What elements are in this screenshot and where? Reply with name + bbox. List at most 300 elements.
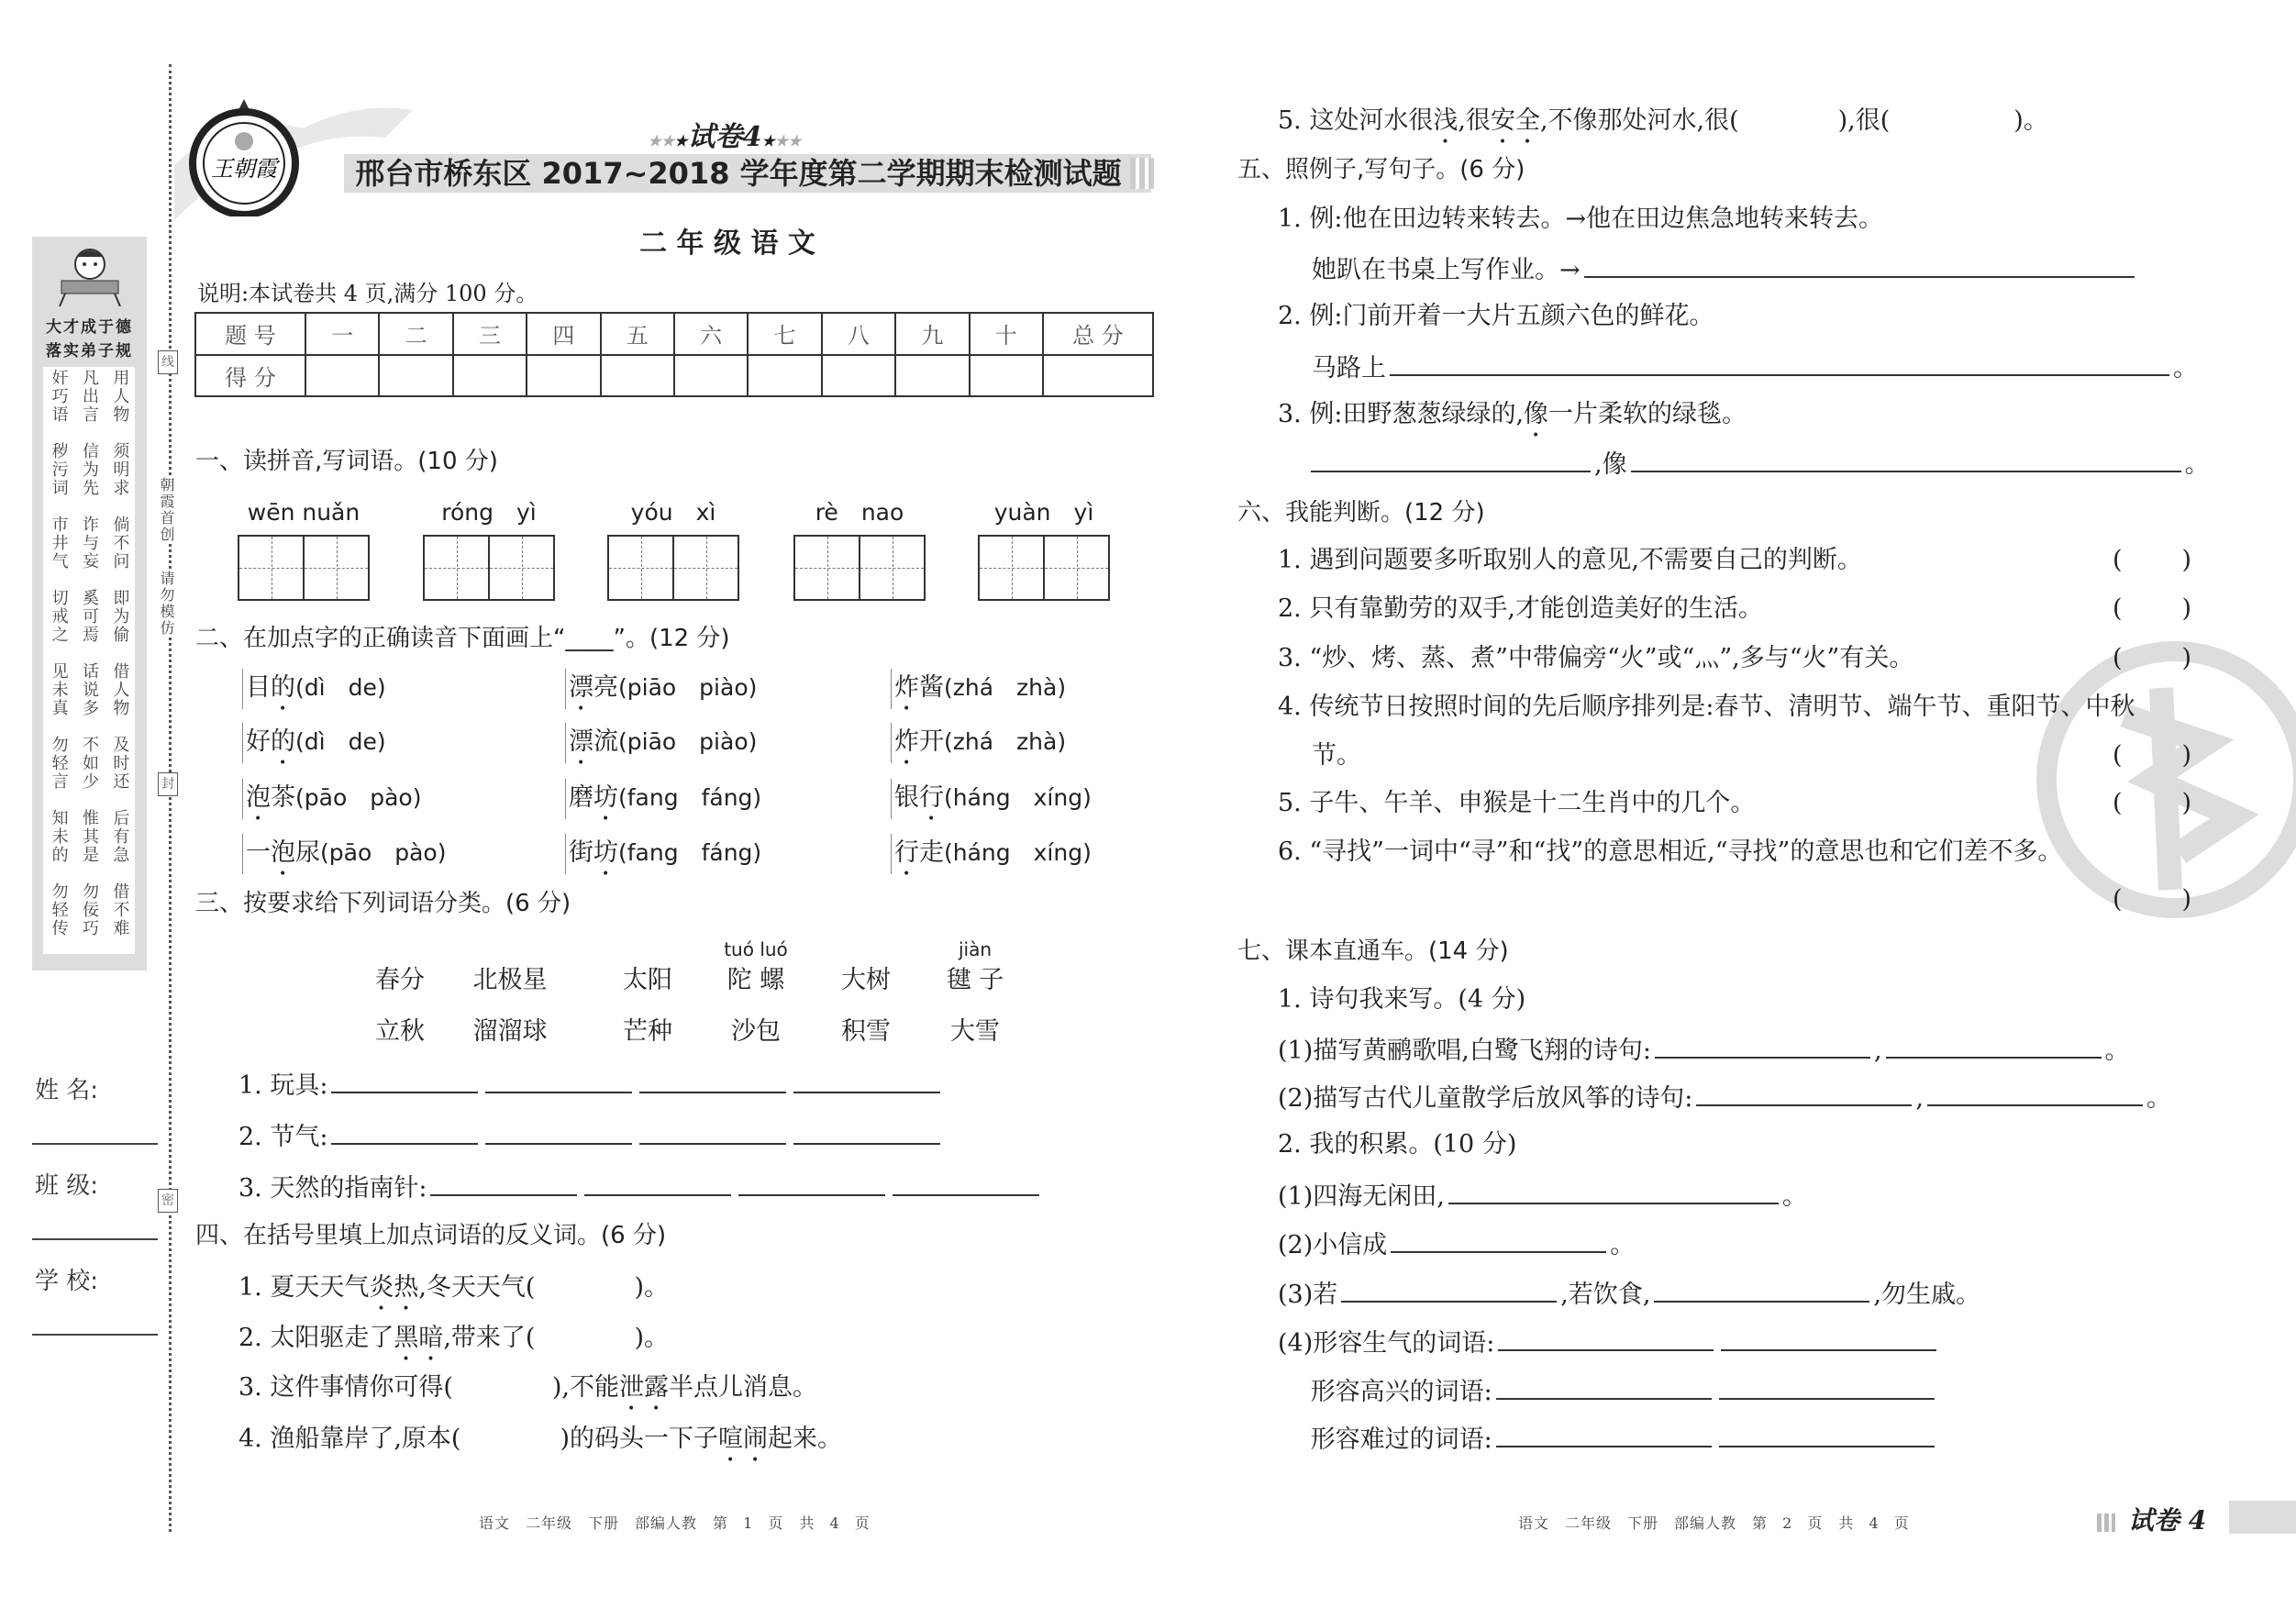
score-header-cell: 题 号 bbox=[195, 313, 305, 355]
text: 3. 这件事情你可得( ),不能 bbox=[238, 1373, 619, 1402]
verse-column: 借人物 bbox=[110, 662, 130, 717]
text: 。 bbox=[1781, 1182, 1807, 1211]
paren-close: ) bbox=[2181, 789, 2191, 817]
school-field[interactable] bbox=[32, 1334, 158, 1336]
score-table bbox=[194, 312, 1154, 397]
text: 2. 例:门前开着一大片五颜六色的鲜花。 bbox=[1278, 302, 1714, 330]
paren-close: ) bbox=[2181, 594, 2191, 623]
score-header-cell: 六 bbox=[674, 313, 748, 355]
textbook-item bbox=[1278, 1277, 1980, 1308]
word-option: 芒种 bbox=[623, 1017, 672, 1046]
pronunciation-item[interactable] bbox=[246, 726, 386, 758]
dotted-char: 漂 bbox=[569, 673, 593, 702]
answer-blank[interactable] bbox=[1655, 1033, 1870, 1059]
classify-item bbox=[238, 1170, 1043, 1202]
word-option: 陀 螺 bbox=[727, 966, 785, 994]
pinyin-options[interactable]: (háng xíng) bbox=[944, 839, 1092, 866]
text: (2)小信成 bbox=[1278, 1231, 1388, 1259]
word-option: 北极星 bbox=[472, 966, 548, 994]
verse-column: 市井气 bbox=[49, 516, 69, 571]
score-row bbox=[195, 355, 1153, 397]
dotted-char: 泡 bbox=[246, 783, 271, 812]
binding-label-secret: 密 bbox=[158, 1189, 178, 1213]
star-icon: ★ bbox=[674, 132, 688, 150]
text: 马路上 bbox=[1312, 354, 1386, 383]
judgement-item: 4. 传统节日按照时间的先后顺序排列是:春节、清明节、端午节、重阳节、中秋 bbox=[1278, 693, 2135, 721]
text: 起来。 bbox=[768, 1425, 842, 1453]
pronunciation-item[interactable] bbox=[246, 782, 421, 814]
text: 1. 玩具: bbox=[238, 1071, 328, 1100]
score-header-cell: 九 bbox=[895, 313, 969, 355]
word-pinyin: jiàn bbox=[958, 938, 993, 960]
paper-number: 4 bbox=[742, 121, 762, 153]
score-header-cell: 七 bbox=[748, 313, 821, 355]
sentence-item bbox=[1278, 301, 1714, 332]
answer-blank[interactable] bbox=[1719, 1374, 1935, 1400]
answer-blank[interactable] bbox=[1496, 1422, 1712, 1447]
score-input-cell[interactable] bbox=[674, 355, 748, 397]
binding-label-seal: 封 bbox=[158, 772, 178, 796]
text: 一片柔软的绿毯。 bbox=[1548, 400, 1747, 428]
answer-blank[interactable] bbox=[639, 1119, 786, 1145]
subject-title: 二 年 级 语 文 bbox=[639, 227, 815, 260]
answer-blank[interactable] bbox=[1584, 252, 2135, 278]
score-header-cell: 八 bbox=[822, 313, 895, 355]
answer-blank[interactable] bbox=[584, 1170, 731, 1196]
divider bbox=[242, 669, 243, 709]
pinyin-options[interactable]: (dì de) bbox=[295, 674, 386, 701]
section-1-title: 一、读拼音,写词语。(10 分) bbox=[195, 448, 498, 475]
divider bbox=[242, 723, 243, 763]
pronunciation-item[interactable] bbox=[894, 837, 1092, 869]
judgement-item: 5. 子牛、午羊、申猴是十二生肖中的几个。 bbox=[1278, 789, 1756, 817]
footer-page-1: 语文 二年级 下册 部编人教 第 1 页 共 4 页 bbox=[479, 1514, 871, 1532]
word-option: 春分 bbox=[375, 966, 425, 994]
section-5-title: 五、照例子,写句子。(6 分) bbox=[1237, 156, 1525, 183]
section-6-title: 六、我能判断。(12 分) bbox=[1237, 499, 1485, 527]
word-option: 毽 子 bbox=[946, 966, 1004, 994]
verse-column: 知未的 bbox=[49, 809, 69, 864]
grid-cell[interactable] bbox=[860, 537, 924, 599]
star-icon: ★★ bbox=[648, 132, 675, 150]
judgement-answer-box[interactable] bbox=[2113, 545, 2191, 576]
word-part: 银 bbox=[894, 783, 919, 812]
pinyin-options[interactable]: (pāo pào) bbox=[320, 839, 447, 866]
paren-close: ) bbox=[2181, 644, 2191, 672]
paper-label bbox=[624, 114, 826, 154]
verse-column: 诈与妄 bbox=[79, 516, 99, 571]
pinyin-prompt: rè nao bbox=[815, 499, 904, 526]
score-input-cell[interactable] bbox=[895, 355, 969, 397]
answer-blank[interactable] bbox=[1496, 1374, 1712, 1400]
section-7-title: 七、课本直通车。(14 分) bbox=[1237, 937, 1509, 965]
text: 形容高兴的词语: bbox=[1278, 1378, 1492, 1406]
word-part: 开 bbox=[919, 727, 944, 756]
sentence-item bbox=[1278, 204, 1883, 235]
word-part: 流 bbox=[593, 727, 618, 756]
pinyin-prompt: yuàn yì bbox=[993, 499, 1094, 526]
text: 。 bbox=[2184, 450, 2210, 479]
text: 2. 我的积累。(10 分) bbox=[1278, 1130, 1517, 1159]
score-input-cell[interactable] bbox=[822, 355, 895, 397]
pinyin-options[interactable]: (pāo pào) bbox=[295, 784, 422, 811]
pinyin-prompt: yóu xì bbox=[630, 499, 716, 526]
grid-cell[interactable] bbox=[674, 537, 738, 599]
score-header-cell: 五 bbox=[601, 313, 674, 355]
judgement-item: 2. 只有靠勤劳的双手,才能创造美好的生活。 bbox=[1278, 594, 1763, 623]
badge-pattern bbox=[2097, 1514, 2115, 1532]
judgement-item: 6. “寻找”一词中“寻”和“找”的意思相近,“寻找”的意思也和它们差不多。 bbox=[1278, 837, 2063, 866]
answer-blank[interactable] bbox=[793, 1068, 940, 1093]
grid-cell[interactable] bbox=[425, 537, 490, 599]
score-input-cell[interactable] bbox=[748, 355, 821, 397]
verse-column: 秽污词 bbox=[49, 442, 69, 497]
score-header-cell: 四 bbox=[527, 313, 600, 355]
divider bbox=[565, 834, 566, 874]
divider bbox=[242, 834, 243, 874]
pinyin-options[interactable]: (piāo piào) bbox=[618, 728, 758, 755]
answer-blank[interactable] bbox=[1654, 1277, 1869, 1303]
svg-text:王朝霞: 王朝霞 bbox=[211, 156, 277, 182]
section-4-title: 四、在括号里填上加点词语的反义词。(6 分) bbox=[195, 1222, 667, 1249]
answer-blank[interactable] bbox=[1390, 350, 2169, 376]
judgement-answer-box[interactable] bbox=[2113, 740, 2191, 771]
classify-item bbox=[238, 1068, 944, 1099]
answer-blank[interactable] bbox=[1927, 1081, 2143, 1106]
character-grid-box[interactable] bbox=[978, 535, 1110, 601]
judgement-answer-box[interactable] bbox=[2113, 788, 2191, 819]
score-header-cell: 十 bbox=[970, 313, 1043, 355]
dotted-char: 泡 bbox=[271, 838, 295, 867]
answer-blank[interactable] bbox=[1721, 1325, 1936, 1351]
word-part: 亮 bbox=[593, 673, 618, 702]
pronunciation-item[interactable] bbox=[569, 837, 761, 869]
pronunciation-item[interactable] bbox=[894, 672, 1066, 704]
text: ,冬天天气( )。 bbox=[418, 1273, 669, 1302]
binding-label-line: 线 bbox=[158, 350, 178, 374]
title-bar-pattern bbox=[1130, 158, 1156, 189]
pinyin-options[interactable]: (fang fáng) bbox=[618, 784, 762, 811]
textbook-item bbox=[1278, 984, 1525, 1015]
pronunciation-item[interactable] bbox=[894, 782, 1092, 814]
word-option: 沙包 bbox=[731, 1017, 781, 1046]
text: 。 bbox=[2173, 354, 2198, 383]
verse-column: 后有急 bbox=[110, 809, 130, 864]
text: 形容难过的词语: bbox=[1278, 1425, 1492, 1454]
verse-group bbox=[43, 442, 135, 514]
word-option: 立秋 bbox=[375, 1017, 425, 1046]
word-part: 好 bbox=[246, 727, 271, 756]
dotted-text: 安全 bbox=[1490, 106, 1540, 135]
score-input-cell[interactable] bbox=[1043, 355, 1153, 397]
textbook-item bbox=[1278, 1325, 1940, 1357]
text: 3. 天然的指南针: bbox=[238, 1174, 427, 1203]
textbook-item bbox=[1278, 1081, 2171, 1112]
verse-column: 切戒之 bbox=[49, 589, 69, 644]
answer-blank[interactable] bbox=[893, 1170, 1039, 1196]
dotted-char: 的 bbox=[271, 727, 295, 756]
textbook-item bbox=[1278, 1179, 1807, 1210]
text: (2)描写古代儿童散学后放风筝的诗句: bbox=[1278, 1084, 1693, 1113]
answer-blank[interactable] bbox=[331, 1068, 478, 1093]
dotted-char: 漂 bbox=[569, 727, 593, 756]
verse-column: 即为偷 bbox=[110, 589, 130, 644]
word-option: 太阳 bbox=[623, 966, 672, 994]
pronunciation-item[interactable] bbox=[894, 726, 1066, 758]
grid-cell[interactable] bbox=[795, 537, 860, 599]
text: 。 bbox=[2146, 1084, 2171, 1113]
text: 2. 太阳驱走了 bbox=[238, 1324, 394, 1352]
pinyin-options[interactable]: (piāo piào) bbox=[618, 674, 758, 701]
dotted-text: 浅 bbox=[1433, 106, 1459, 135]
dotted-char: 坊 bbox=[593, 838, 618, 867]
sentence-item bbox=[1307, 447, 2210, 478]
score-header-cell: 总 分 bbox=[1043, 313, 1153, 355]
verse-group bbox=[43, 809, 135, 881]
textbook-item bbox=[1278, 1227, 1635, 1259]
binding-dotted-line bbox=[169, 64, 172, 1532]
motto-line: 大才成于德 bbox=[46, 318, 133, 337]
paper-label-text: 试卷 bbox=[687, 121, 743, 153]
footer-page-2: 语文 二年级 下册 部编人教 第 2 页 共 4 页 bbox=[1518, 1514, 1910, 1532]
grid-cell[interactable] bbox=[490, 537, 553, 599]
word-option: 大雪 bbox=[950, 1017, 1000, 1046]
text: 3. 例:田野葱葱绿绿的, bbox=[1278, 400, 1525, 428]
paren-open: ( bbox=[2113, 594, 2123, 623]
text: , bbox=[1873, 1037, 1882, 1065]
text: (1)描写黄鹂歌唱,白鹭飞翔的诗句: bbox=[1278, 1037, 1651, 1065]
score-input-cell[interactable] bbox=[527, 355, 600, 397]
exam-title: 邢台市桥东区 2017~2018 学年度第二学期期末检测试题 bbox=[355, 156, 1122, 191]
antonym-item bbox=[238, 1372, 817, 1403]
answer-blank[interactable] bbox=[485, 1068, 632, 1093]
text: (3)若 bbox=[1278, 1281, 1338, 1309]
dizigui-sidebar bbox=[32, 237, 147, 970]
badge-bg bbox=[2229, 1501, 2296, 1534]
pinyin-options[interactable]: (háng xíng) bbox=[944, 784, 1092, 811]
divider bbox=[891, 669, 892, 709]
answer-blank[interactable] bbox=[1886, 1033, 2102, 1059]
pronunciation-item[interactable] bbox=[569, 672, 757, 704]
grid-cell[interactable] bbox=[609, 537, 674, 599]
word-part: 街 bbox=[569, 838, 593, 867]
answer-blank[interactable] bbox=[485, 1119, 632, 1145]
verse-column: 及时还 bbox=[110, 736, 130, 791]
verse-column: 勿轻言 bbox=[49, 736, 69, 791]
text: 1. 例:他在田边转来转去。→他在田边焦急地转来转去。 bbox=[1278, 205, 1884, 233]
answer-blank[interactable] bbox=[1696, 1081, 1912, 1106]
verse-column: 借不难 bbox=[110, 882, 130, 937]
character-grid-box[interactable] bbox=[423, 535, 555, 601]
divider bbox=[891, 779, 892, 819]
motto-line: 落实弟子规 bbox=[46, 342, 133, 360]
grid-cell[interactable] bbox=[1045, 537, 1108, 599]
judgement-item: 3. “炒、烤、蒸、煮”中带偏旁“火”或“灬”,多与“火”有关。 bbox=[1278, 644, 1914, 672]
character-grid-box[interactable] bbox=[793, 535, 926, 601]
answer-blank[interactable] bbox=[1498, 1325, 1714, 1351]
paper-badge: 试卷 4 bbox=[2128, 1505, 2207, 1536]
text: ,不像那处河水,很( ),很( )。 bbox=[1539, 106, 2048, 135]
text: ,勿生戚。 bbox=[1873, 1281, 1981, 1309]
dotted-text: 像 bbox=[1524, 400, 1549, 428]
verse-group bbox=[43, 516, 135, 587]
text: 2. 节气: bbox=[238, 1123, 328, 1151]
verse-group bbox=[43, 882, 135, 954]
paren-open: ( bbox=[2113, 789, 2123, 817]
verse-column: 凡出言 bbox=[79, 369, 99, 424]
dotted-char: 行 bbox=[919, 783, 944, 812]
section-2-title: 二、在加点字的正确读音下面画上“____”。(12 分) bbox=[195, 625, 730, 652]
word-part: 走 bbox=[919, 838, 944, 867]
dotted-char: 炸 bbox=[894, 673, 919, 702]
paren-open: ( bbox=[2113, 644, 2123, 672]
judgement-answer-box[interactable] bbox=[2113, 643, 2191, 674]
text: ,像 bbox=[1594, 450, 1627, 479]
text: (4)形容生气的词语: bbox=[1278, 1329, 1495, 1358]
score-header-row bbox=[195, 313, 1153, 355]
word-part: 磨 bbox=[569, 783, 593, 812]
text: 半点儿消息。 bbox=[669, 1373, 817, 1402]
text: ,很 bbox=[1458, 106, 1491, 135]
text: , bbox=[1915, 1084, 1924, 1113]
pronunciation-item[interactable] bbox=[246, 672, 386, 704]
sentence-item bbox=[1312, 252, 2138, 283]
verse-column: 用人物 bbox=[110, 369, 130, 424]
answer-blank[interactable] bbox=[331, 1119, 478, 1145]
character-grid-box[interactable] bbox=[238, 535, 370, 601]
divider bbox=[891, 834, 892, 874]
score-header-cell: 三 bbox=[453, 313, 527, 355]
pinyin-options[interactable]: (dì de) bbox=[295, 728, 386, 755]
verse-column: 奚可焉 bbox=[79, 589, 99, 644]
word-option: 溜溜球 bbox=[472, 1017, 548, 1046]
grid-cell[interactable] bbox=[980, 537, 1045, 599]
text: ,若饮食, bbox=[1560, 1281, 1651, 1309]
score-input-cell[interactable] bbox=[379, 355, 452, 397]
pinyin-options[interactable]: (zhá zhà) bbox=[944, 728, 1067, 755]
word-part: 目 bbox=[246, 673, 271, 702]
verse-column: 奸巧语 bbox=[49, 369, 69, 424]
verse-column: 见未真 bbox=[49, 662, 69, 717]
divider bbox=[565, 669, 566, 709]
word-part: 茶 bbox=[271, 783, 295, 812]
antonym-item bbox=[238, 1424, 842, 1455]
text: 。 bbox=[2104, 1037, 2130, 1065]
answer-blank[interactable] bbox=[1391, 1227, 1606, 1253]
text: 5. 这处河水很 bbox=[1278, 106, 1434, 135]
copyright-note: 请勿模仿 bbox=[158, 571, 175, 637]
antonym-item bbox=[238, 1272, 669, 1303]
text: (1)四海无闲田, bbox=[1278, 1182, 1445, 1211]
verse-column: 须明求 bbox=[110, 442, 130, 497]
paren-close: ) bbox=[2181, 741, 2191, 770]
divider bbox=[565, 779, 566, 819]
paren-open: ( bbox=[2113, 741, 2123, 770]
verse-column: 倘不问 bbox=[110, 516, 130, 571]
verse-column: 不如少 bbox=[79, 736, 99, 791]
word-part: 酱 bbox=[919, 673, 944, 702]
answer-blank[interactable] bbox=[1719, 1422, 1935, 1447]
divider bbox=[891, 723, 892, 763]
judgement-answer-box[interactable] bbox=[2113, 884, 2191, 915]
verse-column: 惟其是 bbox=[79, 809, 99, 864]
dotted-char: 行 bbox=[894, 838, 919, 867]
verse-column: 勿轻传 bbox=[49, 882, 69, 937]
answer-blank[interactable] bbox=[1311, 447, 1591, 472]
grid-cell[interactable] bbox=[239, 537, 305, 599]
text: 1. 夏天天气 bbox=[238, 1273, 370, 1302]
score-header-cell: 一 bbox=[305, 313, 379, 355]
answer-blank[interactable] bbox=[1631, 447, 2181, 472]
text: 。 bbox=[1610, 1231, 1636, 1259]
class-field[interactable] bbox=[32, 1238, 158, 1240]
star-icon: ★ bbox=[761, 132, 775, 150]
paren-close: ) bbox=[2181, 885, 2191, 914]
dotted-text: 喧闹 bbox=[718, 1425, 768, 1453]
exam-instructions: 说明:本试卷共 4 页,满分 100 分。 bbox=[197, 281, 538, 306]
word-part: 尿 bbox=[295, 838, 320, 867]
name-field[interactable] bbox=[32, 1143, 158, 1145]
answer-blank[interactable] bbox=[1341, 1277, 1557, 1303]
pinyin-prompt: wēn nuǎn bbox=[247, 499, 360, 526]
text: 她趴在书桌上写作业。→ bbox=[1312, 256, 1581, 284]
answer-blank[interactable] bbox=[738, 1170, 885, 1196]
answer-blank[interactable] bbox=[1448, 1179, 1779, 1204]
paren-open: ( bbox=[2113, 885, 2123, 914]
star-icon: ★★ bbox=[774, 132, 802, 150]
score-row-label: 得 分 bbox=[195, 355, 305, 397]
textbook-item bbox=[1278, 1374, 1938, 1405]
pinyin-prompt: róng yì bbox=[441, 499, 537, 526]
antonym-item bbox=[238, 1323, 669, 1354]
judgement-answer-box[interactable] bbox=[2113, 593, 2191, 625]
answer-blank[interactable] bbox=[793, 1119, 940, 1145]
score-header-cell: 二 bbox=[379, 313, 452, 355]
paren-close: ) bbox=[2181, 546, 2191, 574]
pronunciation-item[interactable] bbox=[246, 837, 446, 869]
dotted-text: 黑暗 bbox=[394, 1324, 444, 1352]
character-grid-box[interactable] bbox=[607, 535, 739, 601]
score-input-cell[interactable] bbox=[601, 355, 674, 397]
verse-column: 信为先 bbox=[79, 442, 99, 497]
score-input-cell[interactable] bbox=[305, 355, 379, 397]
word-part: 一 bbox=[246, 838, 271, 867]
score-input-cell[interactable] bbox=[453, 355, 527, 397]
dotted-char: 坊 bbox=[593, 783, 618, 812]
textbook-item bbox=[1278, 1033, 2130, 1064]
verse-group bbox=[43, 736, 135, 807]
pinyin-options[interactable]: (zhá zhà) bbox=[944, 674, 1067, 701]
section-3-title: 三、按要求给下列词语分类。(6 分) bbox=[195, 890, 571, 917]
verse-group bbox=[43, 662, 135, 734]
dizigui-verses bbox=[43, 367, 135, 954]
pronunciation-item[interactable] bbox=[569, 782, 761, 814]
pinyin-options[interactable]: (fang fáng) bbox=[618, 839, 762, 866]
textbook-item bbox=[1278, 1422, 1938, 1453]
student-reading-illustration bbox=[52, 244, 128, 306]
pronunciation-item[interactable] bbox=[569, 726, 757, 758]
dotted-char: 炸 bbox=[894, 727, 919, 756]
sentence-item bbox=[1278, 399, 1747, 430]
judgement-item: 1. 遇到问题要多听取别人的意见,不需要自己的判断。 bbox=[1278, 546, 1862, 574]
answer-blank[interactable] bbox=[639, 1068, 786, 1093]
paren-open: ( bbox=[2113, 546, 2123, 574]
classify-item bbox=[238, 1119, 944, 1150]
text: 1. 诗句我来写。(4 分) bbox=[1278, 985, 1526, 1014]
answer-blank[interactable] bbox=[430, 1170, 577, 1196]
score-input-cell[interactable] bbox=[970, 355, 1043, 397]
grid-cell[interactable] bbox=[305, 537, 368, 599]
